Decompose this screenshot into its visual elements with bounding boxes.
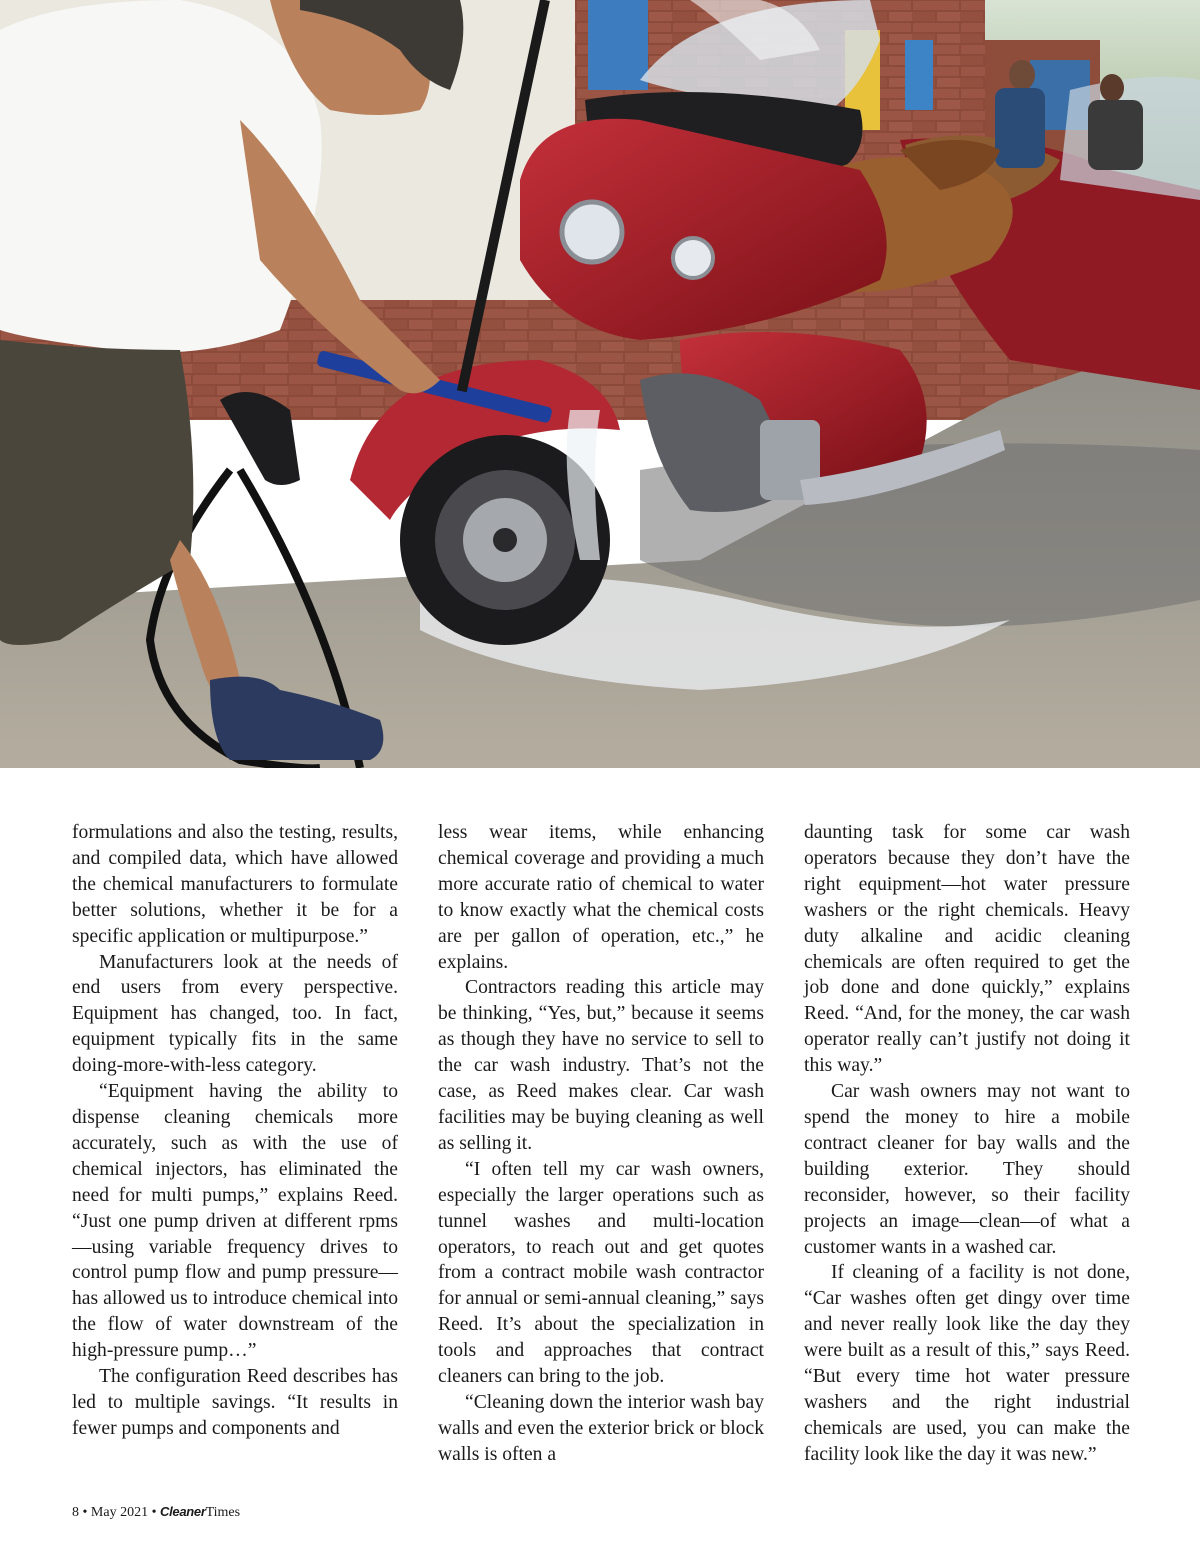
paragraph: formulations and also the testing, results, and compiled data, which have allowed the chemical manufacturers to formulate better solutions, whether it be for a specific application or multipurpose.” xyxy=(72,822,398,947)
folio-separator: • xyxy=(151,1505,157,1520)
article-column-2 xyxy=(438,820,764,1468)
motorcycle-wash-photo xyxy=(0,0,1200,768)
background-person-head xyxy=(1009,60,1035,90)
wheel-hub xyxy=(493,528,517,552)
article-column-3 xyxy=(804,820,1130,1468)
folio-separator: • xyxy=(82,1505,88,1520)
publication-name: Times xyxy=(205,1505,241,1520)
headlight xyxy=(562,202,622,262)
issue-date: May 2021 xyxy=(90,1505,149,1520)
paragraph: daunting task for some car wash operators because they don’t have the right equipment—hot water pressure washers or the right chemicals. Heavy duty alkaline and acidic cleaning chemicals are often required to get the job done and done quickly,” explains Reed. “And, for the money, the car wash operator really can’t justify not doing it this way.” xyxy=(804,822,1130,1077)
paragraph: Contractors reading this article may be thinking, “Yes, but,” because it seems as though they have no service to sell to the car wash industry. That’s not the case, as Reed makes clear. Car wash facilities may be buying cleaning as well as selling it. xyxy=(438,977,764,1154)
paragraph: “Equipment having the ability to dispense cleaning chemicals more accurately, such as with the use of chemical injectors, has eliminated the need for multi pumps,” explains Reed. “Just one pump driven at different rpms—using variable frequency drives to control pump flow and pump pressure—has allowed us to introduce chemical into the flow of water downstream of the high-pressure pump…” xyxy=(72,1081,398,1362)
page-footer xyxy=(72,1504,240,1521)
article-body xyxy=(72,820,1130,1492)
fog-light xyxy=(673,238,713,278)
publication-brand: Cleaner xyxy=(159,1504,206,1519)
wall-poster xyxy=(905,40,933,110)
article-column-1 xyxy=(72,820,398,1442)
paragraph: “Cleaning down the interior wash bay walls and even the exterior brick or block walls is often a xyxy=(438,1391,764,1465)
paragraph: Manufacturers look at the needs of end users from every perspective. Equipment has changed, too. In fact, equipment typically fits in the same doing-more-with-less category. xyxy=(72,951,398,1077)
paragraph: Car wash owners may not want to spend the money to hire a mobile contract cleaner for bay walls and the building exterior. They should reconsider, however, so their facility projects an image—clean—of what a customer wants in a washed car. xyxy=(804,1081,1130,1258)
background-person-head xyxy=(1100,74,1124,102)
paragraph: If cleaning of a facility is not done, “Car washes often get dingy over time and never really look like the day they were built as a result of this,” says Reed. “But every time hot water pressure washers and the right industrial chemicals are used, you can make the facility look like the day it was new.” xyxy=(804,1262,1130,1465)
wall-poster xyxy=(588,0,648,90)
background-person xyxy=(995,88,1045,168)
paragraph: The configuration Reed describes has led to multiple savings. “It results in fewer pumps and components and xyxy=(72,1366,398,1439)
background-person xyxy=(1088,100,1143,170)
paragraph: “I often tell my car wash owners, especially the larger operations such as tunnel washes and multi-location operators, to reach out and get quotes from a contract mobile wash contractor for annual or semi-annual cleaning,” says Reed. It’s about the specialization in tools and approaches that contract cleaners can bring to the job. xyxy=(438,1158,764,1388)
page-number: 8 xyxy=(72,1505,79,1520)
photo-illustration xyxy=(0,0,1200,768)
paragraph: less wear items, while enhancing chemical coverage and providing a much more accurate ratio of chemical to water to know exactly what the chemical costs are per gallon of operation, etc.,” he explains. xyxy=(438,822,764,973)
